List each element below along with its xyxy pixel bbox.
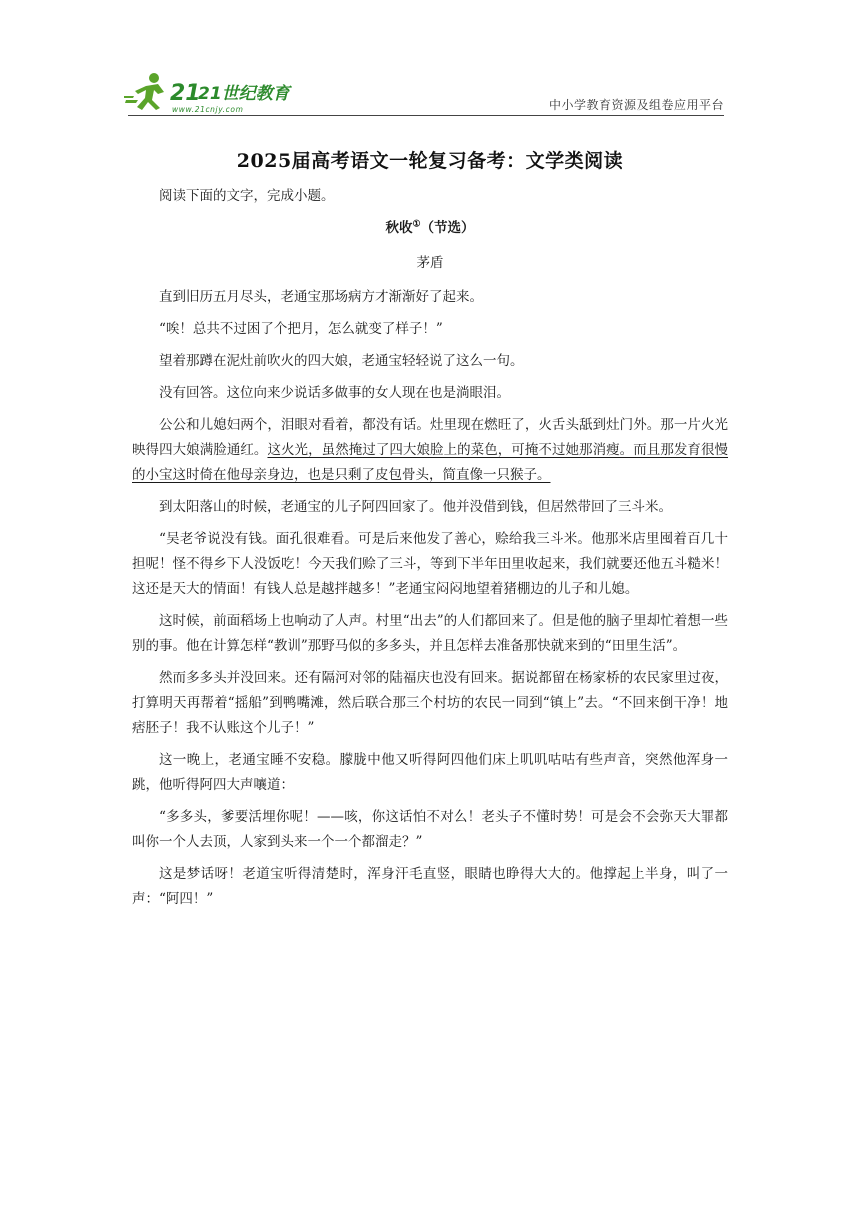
passage-title [132,216,728,241]
footnote-mark: ① [412,219,421,230]
paragraph-text: 公公和儿媳妇两个，泪眼对看着，都没有话。灶里现在燃旺了，火舌头舐到灶门外。那一片火光映得四大娘满脸通红。 [132,417,728,458]
underlined-sentence: 这火光，虽然掩过了四大娘脸上的菜色，可掩不过她那消瘦。而且那发育很慢的小宝这时倚在他母亲身边，也是只剩了皮包骨头，简直像一只猴子。 [132,442,729,483]
paragraph: 直到旧历五月尽头，老通宝那场病方才渐渐好了起来。 [159,289,483,305]
paragraph-with-underline [132,413,728,488]
passage-title-suffix: （节选） [420,220,475,236]
paragraph: “吴老爷说没有钱。面孔很难看。可是后来他发了善心，赊给我三斗米。他那米店里囤着百几十担呢！怪不得乡下人没饭吃！今天我们赊了三斗，等到下半年田里收起来，我们就要还他五斗糙米！这还是天大的情面！有钱人总是越拌越多！”老通宝闷闷地望着猪棚边的儿子和儿媳。 [132,531,728,597]
paragraph: 没有回答。这位向来少说话多做事的女人现在也是淌眼泪。 [159,385,510,401]
instruction-text: 阅读下面的文字，完成小题。 [159,188,335,204]
paragraph: 望着那蹲在泥灶前吹火的四大娘，老通宝轻轻说了这么一句。 [159,353,524,369]
paragraph: 然而多多头并没回来。还有隔河对邻的陆福庆也没有回来。据说都留在杨家桥的农民家里过夜，打算明天再帮着“摇船”到鸭嘴滩，然后联合那三个村坊的农民一同到“镇上”去。“不回来倒干净！地痞胚子！我不认账这个儿子！” [132,670,728,736]
paragraph: 这一晚上，老通宝睡不安稳。朦胧中他又听得阿四他们床上叽叽咕咕有些声音，突然他浑身一跳，他听得阿四大声嚷道： [132,752,728,793]
header-divider [128,115,724,116]
passage-title-text: 秋收 [385,220,413,236]
page-header [120,66,724,118]
paragraph: 这时候，前面稻场上也响动了人声。村里“出去”的人们都回来了。但是他的脑子里却忙着想一些别的事。他在计算怎样“教训”那野马似的多多头，并且怎样去准备那快就来到的“田里生活”。 [132,613,728,654]
document-title: 2025届高考语文一轮复习备考：文学类阅读 [236,150,624,172]
paragraph: 到太阳落山的时候，老通宝的儿子阿四回家了。他并没借到钱，但居然带回了三斗米。 [159,499,672,515]
logo-21cnjy [124,70,294,116]
paragraph: “唉！总共不过困了个把月，怎么就变了样子！” [159,321,443,337]
paragraph: “多多头，爹要活埋你呢！——咳，你这话怕不对么！老头子不懂时势！可是会不会弥天大罪都叫你一个人去顶，人家到头来一个一个都溜走？” [132,809,728,850]
paragraph: 这是梦话呀！老道宝听得清楚时，浑身汗毛直竖，眼睛也睁得大大的。他撑起上半身，叫了一声：“阿四！” [132,866,728,907]
svg-text:21世纪教育: 21世纪教育 [198,84,290,104]
svg-text:www.21cnjy.com: www.21cnjy.com [172,105,244,114]
platform-name: 中小学教育资源及组卷应用平台 [548,98,724,112]
passage-author: 茅盾 [416,255,444,271]
svg-text:21: 21 [170,81,201,106]
document-body [132,184,728,919]
